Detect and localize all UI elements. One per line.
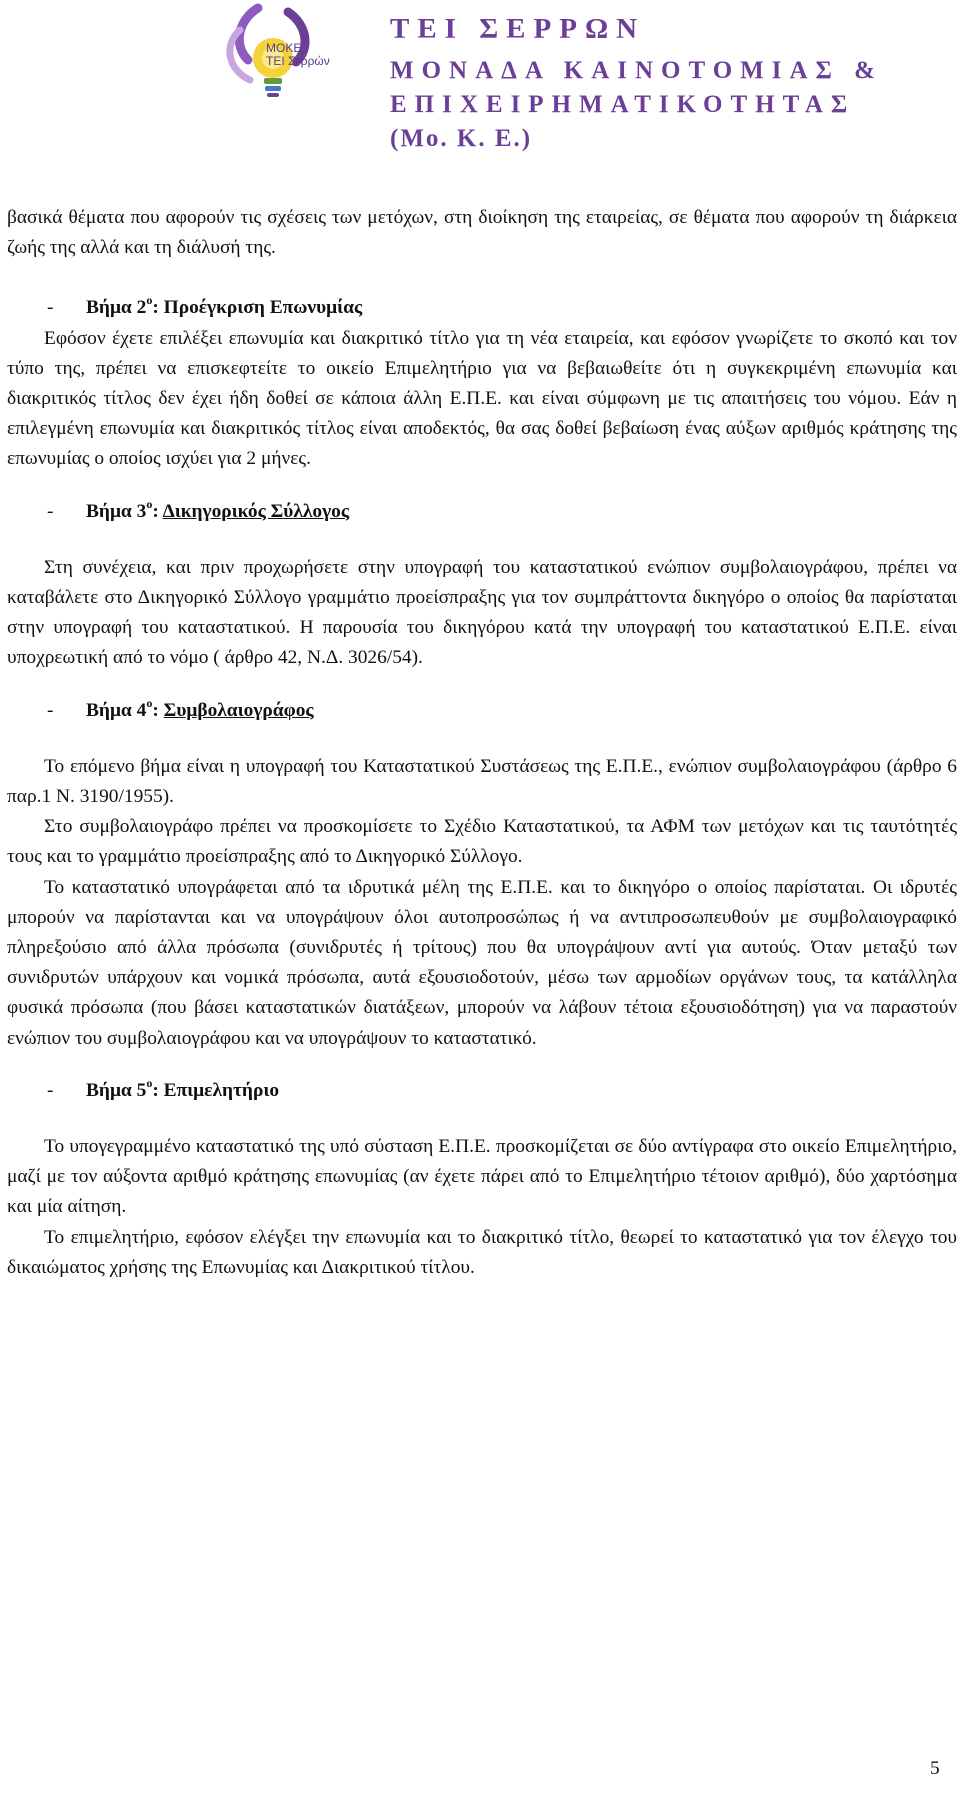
step4-label: Βήμα 4 bbox=[86, 699, 147, 721]
institution-line1: ΤΕΙ ΣΕΡΡΩΝ bbox=[390, 13, 646, 45]
step4-paragraph-1: Το επόμενο βήμα είναι η υπογραφή του Καταστατικού Συστάσεως της Ε.Π.Ε., ενώπιον συμβολαιογράφου (άρθρο 6 παρ.1 Ν. 3190/1955). bbox=[7, 755, 957, 808]
step4-paragraph-2: Στο συμβολαιογράφο πρέπει να προσκομίσετε το Σχέδιο Καταστατικού, τα ΑΦΜ των μετόχων και τις ταυτότητές τους και το γραμμάτιο προείσπραξης από το Δικηγορικό Σύλλογο. bbox=[7, 816, 957, 868]
step5-dash: - bbox=[47, 1079, 54, 1101]
step4-title: Συμβολαιογράφος bbox=[163, 699, 314, 721]
page-number: 5 bbox=[930, 1758, 940, 1779]
logo-text-line2: ΤΕΙ Σερρών bbox=[266, 54, 330, 68]
step3-colon: : bbox=[152, 500, 159, 522]
step2-dash: - bbox=[47, 297, 54, 319]
step2-sup: ο bbox=[146, 293, 153, 308]
step3-title: Δικηγορικός Σύλλογος bbox=[162, 500, 350, 522]
step2-paragraph: Εφόσον έχετε επιλέξει επωνυμία και διακριτικό τίτλο για τη νέα εταιρεία, και εφόσον γνωρίζετε το σκοπό και τον τύπο της, πρέπει να επισκεφτείτε το οικείο Επιμελητήριο για να βεβαιωθείτε ότι η συγκεκριμένη επωνυμία και διακριτικός τίτλος δεν έχει ήδη δοθεί σε κάποια άλλη Ε.Π.Ε. και είναι σύμφωνη με τις απαιτήσεις του νόμου. Εάν η επιλεγμένη επωνυμία και διακριτικός τίτλος είναι αποδεκτός, θα σας δοθεί βεβαίωση ένας αύξων αριθμός κράτησης της επωνυμίας ο οποίος ισχύει για 2 μήνες. bbox=[7, 327, 957, 470]
step4-dash: - bbox=[47, 699, 54, 721]
step4-paragraph-3: Το καταστατικό υπογράφεται από τα ιδρυτικά μέλη της Ε.Π.Ε. και το δικηγόρο ο οποίος παρίσταται. Οι ιδρυτές μπορούν να παρίστανται και να υπογράψουν όλοι αυτοπροσώπως ή να αντιπροσωπευθούν με συμβολαιογραφικό πληρεξούσιο από άλλα πρόσωπα (συνιδρυτές ή τρίτους) που θα υπογράψουν αντί για αυτούς. Όταν μεταξύ των συνιδρυτών υπάρχουν και νομικά πρόσωπα, αυτά εξουσιοδοτούν, μέσω των αρμοδίων οργάνων τους, τα κατάλληλα φυσικά πρόσωπα (που βάσει καταστατικών διατάξεων, μπορούν να λάβουν τέτοια εξουσιοδότηση) για να παραστούν ενώπιον του συμβολαιογράφου και να υπογράψουν το καταστατικό. bbox=[7, 876, 957, 1049]
step2-heading bbox=[7, 293, 957, 323]
step3-label: Βήμα 3 bbox=[86, 500, 147, 522]
logo-text-line1: ΜΟΚΕ bbox=[266, 41, 302, 55]
step2-title: : Προέγκριση Επωνυμίας bbox=[152, 297, 363, 319]
institution-line4: (Μο. Κ. Ε.) bbox=[390, 125, 533, 152]
step4-colon: : bbox=[152, 699, 159, 721]
step5-sup: ο bbox=[146, 1075, 153, 1090]
step5-paragraph-1: Το υπογεγραμμένο καταστατικό της υπό σύσταση Ε.Π.Ε. προσκομίζεται σε δύο αντίγραφα στο οικείο Επιμελητήριο, μαζί με τον αύξοντα αριθμό κράτησης επωνυμίας (αν έχετε πάρει από το Επιμελητήριο τέτοιον αριθμό), δύο χαρτόσημα και μία αίτηση. bbox=[7, 1136, 957, 1218]
logo-caption bbox=[266, 42, 376, 68]
step5-label: Βήμα 5 bbox=[86, 1079, 147, 1101]
step3-paragraph: Στη συνέχεια, και πριν προχωρήσετε στην υπογραφή του καταστατικού ενώπιον συμβολαιογράφου, πρέπει να καταβάλετε στο Δικηγορικό Σύλλογο γραμμάτιο προείσπραξης για τον συμπράττοντα δικηγόρο ο οποίος θα παρίσταται στην υπογραφή του καταστατικού. Η παρουσία του δικηγόρου κατά την υπογραφή του καταστατικού Ε.Π.Ε. είναι υποχρεωτική από το νόμο ( άρθρο 42, Ν.Δ. 3026/54). bbox=[7, 556, 957, 669]
step3-sup: ο bbox=[146, 496, 153, 511]
institution-line3: ΕΠΙΧΕΙΡΗΜΑΤΙΚΟΤΗΤΑΣ bbox=[390, 91, 856, 118]
institution-title bbox=[390, 12, 883, 154]
institution-line2: ΜΟΝΑΔΑ ΚΑΙΝΟΤΟΜΙΑΣ & bbox=[390, 57, 883, 84]
step2-label: Βήμα 2 bbox=[86, 297, 147, 319]
page-header bbox=[0, 0, 960, 180]
intro-paragraph: βασικά θέματα που αφορούν τις σχέσεις των μετόχων, στη διοίκηση της εταιρείας, σε θέματα που αφορούν τη διάρκεια ζωής της αλλά και τη διάλυσή της. bbox=[7, 207, 957, 259]
step5-title: : Επιμελητήριο bbox=[152, 1079, 280, 1101]
step3-dash: - bbox=[47, 500, 54, 522]
document-body bbox=[7, 203, 957, 1283]
step4-heading bbox=[7, 696, 957, 726]
step3-heading bbox=[7, 497, 957, 527]
step5-paragraph-2: Το επιμελητήριο, εφόσον ελέγξει την επωνυμία και το διακριτικό τίτλο, θεωρεί το καταστατικό για τον έλεγχο του δικαιώματος χρήσης της Επωνυμίας και Διακριτικού τίτλου. bbox=[7, 1226, 957, 1278]
step5-heading bbox=[7, 1076, 957, 1106]
step4-sup: ο bbox=[146, 695, 153, 710]
